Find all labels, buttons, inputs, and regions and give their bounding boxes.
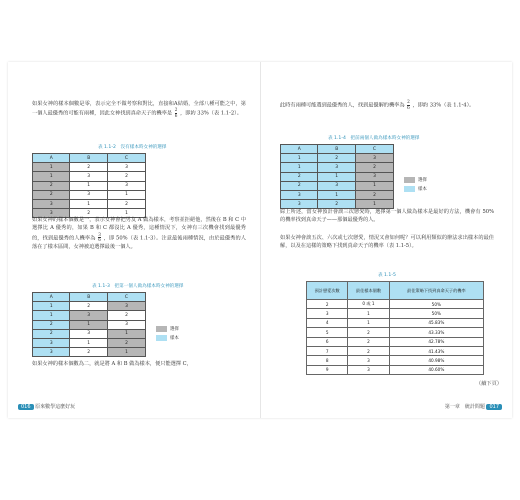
legend-swatch-selected [156, 326, 167, 332]
table-header-cell: 最佳策略下找到真命天子的機率 [389, 282, 483, 300]
table-row [33, 320, 146, 329]
table-cell: 40.60% [389, 365, 483, 374]
legend-item-sample [404, 184, 427, 193]
table-cell: 1 [281, 154, 318, 163]
table-header-row [33, 293, 146, 302]
table-row [281, 190, 394, 199]
legend-swatch-sample [156, 335, 167, 341]
legend-item-selected [156, 324, 179, 333]
table-row [307, 337, 484, 346]
table-cell: 1 [70, 181, 107, 190]
book-title: 原來數學這麼好玩 [35, 404, 76, 410]
table-cell: 1 [355, 181, 393, 190]
table-row [33, 163, 146, 172]
left-para-2 [32, 216, 246, 251]
table-header-cell: A [33, 293, 70, 302]
table-cell: 3 [107, 163, 145, 172]
table-row [281, 154, 394, 163]
table-cell: 7 [307, 346, 348, 355]
table-cell: 4 [307, 318, 348, 327]
table-row [33, 172, 146, 181]
left-folio [18, 403, 75, 410]
legend-swatch-selected [404, 177, 415, 183]
table-cell: 3 [355, 172, 393, 181]
table-cell: 3 [281, 200, 318, 209]
table-optimal-sample [306, 281, 484, 375]
table-cell: 3 [107, 302, 145, 311]
table-cell: 50% [389, 300, 483, 309]
table-row [307, 318, 484, 327]
fraction [98, 233, 101, 243]
continued-note: （續下頁） [476, 381, 502, 387]
table-header-cell: 預計戀愛次數 [307, 282, 348, 300]
fraction-numerator: 2 [407, 99, 410, 104]
table-cell: 0 或 1 [348, 300, 389, 309]
fraction-denominator: 6 [98, 237, 101, 243]
left-page [12, 62, 254, 418]
fraction [407, 100, 410, 110]
table-cell: 2 [107, 172, 145, 181]
table-cell: 3 [70, 311, 107, 320]
table-header-cell: C [355, 145, 393, 154]
legend [156, 324, 179, 342]
table-cell: 3 [33, 209, 70, 218]
table-header-cell: 最佳樣本個數 [348, 282, 389, 300]
left-para-1 [32, 100, 246, 119]
table-cell: 2 [355, 163, 393, 172]
table-cell: 2 [107, 311, 145, 320]
table-row [307, 356, 484, 365]
fraction [175, 108, 178, 118]
right-page [266, 62, 508, 418]
legend-label-sample: 樣本 [418, 186, 427, 192]
table-cell: 1 [107, 348, 145, 357]
table-cell: 2 [348, 328, 389, 337]
table-cell: 2 [281, 181, 318, 190]
table-header-row [33, 154, 146, 163]
table-cell: 1 [348, 318, 389, 327]
table-cell: 3 [70, 329, 107, 338]
right-para-2: 綜上所述，當女神預計會談三次戀愛時，選擇第一個人做為樣本是最好的方法，機會有 50% 的機率找到真命天子——那個最優秀的人。 [280, 209, 494, 224]
right-para-1-text: 此時有兩種可能選到最優秀的人，找到最優解的機率為 [280, 102, 405, 109]
page-number-left: 016 [18, 404, 34, 410]
table-cell: 2 [33, 320, 70, 329]
table-cell: 2 [70, 209, 107, 218]
chapter-title: 第一章 統計問題 [444, 404, 485, 410]
table-cell: 3 [33, 348, 70, 357]
table-cell: 3 [107, 181, 145, 190]
table-row [33, 311, 146, 320]
table-caption-4: 表 1.1-5 [378, 273, 396, 278]
table-caption-2: 表 1.1-3 把第一個人做為樣本時女神的選擇 [92, 284, 184, 289]
legend-label-sample: 樣本 [170, 335, 179, 341]
left-para-2-end: ，即 50%（表 1.1-3）。注意最後兩種情況，由於最優秀的人落在了樣本區間，女神被迫選擇最後一個人。 [32, 235, 246, 250]
table-two-samples [280, 144, 394, 209]
table-cell: 1 [281, 163, 318, 172]
table-cell: 2 [70, 163, 107, 172]
legend-swatch-sample [404, 186, 415, 192]
table-header-cell: A [33, 154, 70, 163]
legend-item-sample [156, 333, 179, 342]
table-row [281, 181, 394, 190]
table-cell: 1 [355, 200, 393, 209]
table-cell: 1 [70, 199, 107, 208]
table-header-cell: C [107, 293, 145, 302]
table-cell: 1 [33, 163, 70, 172]
fraction-denominator: 6 [174, 113, 178, 118]
table-header-cell: A [281, 145, 318, 154]
legend-item-selected [404, 175, 427, 184]
table-row [307, 346, 484, 355]
table-cell: 2 [307, 300, 348, 309]
right-para-1 [280, 100, 494, 110]
table-cell: 2 [355, 190, 393, 199]
table-cell: 1 [33, 311, 70, 320]
left-para-3: 如果女神的樣本個數為二，就是將 A 和 B 做為樣本，便只能選擇 C， [32, 361, 192, 367]
table-row [307, 365, 484, 374]
table-cell: 3 [318, 181, 355, 190]
table-row [33, 329, 146, 338]
table-cell: 42.78% [389, 337, 483, 346]
table-cell: 2 [348, 337, 389, 346]
table-cell: 1 [348, 309, 389, 318]
legend-label-selected: 選擇 [170, 326, 179, 332]
table-cell: 1 [318, 172, 355, 181]
table-cell: 3 [107, 320, 145, 329]
table-cell: 2 [107, 199, 145, 208]
table-cell: 2 [318, 200, 355, 209]
table-cell: 45.83% [389, 318, 483, 327]
table-cell: 1 [70, 320, 107, 329]
table-cell: 6 [307, 337, 348, 346]
table-cell: 9 [307, 365, 348, 374]
table-cell: 5 [307, 328, 348, 337]
table-row [281, 172, 394, 181]
table-cell: 2 [281, 172, 318, 181]
legend-label-selected: 選擇 [418, 177, 427, 183]
table-cell: 3 [70, 190, 107, 199]
table-row [33, 338, 146, 347]
table-cell: 1 [107, 329, 145, 338]
table-cell: 3 [33, 199, 70, 208]
table-cell: 3 [70, 172, 107, 181]
table-caption-3: 表 1.1-4 把前兩個人做為樣本時女神的選擇 [328, 136, 420, 141]
table-row [307, 300, 484, 309]
table-cell: 2 [33, 190, 70, 199]
table-cell: 1 [107, 209, 145, 218]
table-cell: 43.33% [389, 328, 483, 337]
table-cell: 41.43% [389, 346, 483, 355]
table-caption-1: 表 1.1-2 沒有樣本時女神的選擇 [98, 145, 167, 150]
left-para-1-text: 如果女神的樣本個數是零，表示完全不做考察和對比，直接和A結婚，全部八種可能之中，第一個人最優秀的可能有兩種，因此女神找到真命天子的機率是 [32, 101, 246, 117]
table-cell: 3 [348, 365, 389, 374]
table-cell: 2 [70, 302, 107, 311]
table-cell: 2 [318, 154, 355, 163]
right-para-3: 如果女神會談五次、六次或七次戀愛，情況又會如何呢？可以利用類似的辦法求出樣本的最佳解，以及在這樣的策略下找到真命天子的機率（表 1.1-5）。 [280, 235, 494, 250]
table-cell: 50% [389, 309, 483, 318]
table-no-sample [32, 153, 146, 218]
table-cell: 2 [107, 338, 145, 347]
table-row [281, 163, 394, 172]
table-cell: 3 [281, 190, 318, 199]
table-cell: 1 [318, 190, 355, 199]
table-cell: 1 [70, 338, 107, 347]
table-cell: 3 [33, 338, 70, 347]
table-cell: 3 [318, 163, 355, 172]
fraction-numerator: 3 [98, 231, 101, 237]
right-folio [445, 403, 502, 410]
table-header-row [281, 145, 394, 154]
gutter [260, 62, 261, 418]
table-cell: 2 [70, 348, 107, 357]
table-cell: 40.98% [389, 356, 483, 365]
right-para-1-end: ，即約 33%（表 1.1-4）。 [412, 102, 475, 109]
table-cell: 8 [307, 356, 348, 365]
table-header-cell: C [107, 154, 145, 163]
table-cell: 3 [348, 356, 389, 365]
table-cell: 3 [355, 154, 393, 163]
table-header-cell: B [70, 154, 107, 163]
table-cell: 3 [307, 309, 348, 318]
table-header-cell: B [318, 145, 355, 154]
fraction-numerator: 2 [174, 107, 178, 113]
table-header-row [307, 282, 484, 300]
table-one-sample [32, 292, 146, 357]
fraction-denominator: 6 [407, 104, 410, 110]
table-row [33, 348, 146, 357]
table-row [33, 199, 146, 208]
table-cell: 1 [107, 190, 145, 199]
table-row [307, 328, 484, 337]
left-para-1-end: ，即約 33%（表 1.1-2）。 [180, 111, 242, 117]
legend-right [404, 175, 427, 193]
table-cell: 2 [33, 329, 70, 338]
table-cell: 2 [348, 346, 389, 355]
table-row [33, 190, 146, 199]
table-header-cell: B [70, 293, 107, 302]
table-cell: 2 [33, 181, 70, 190]
table-cell: 1 [33, 172, 70, 181]
table-row [307, 309, 484, 318]
page-number-right: 017 [486, 404, 502, 410]
book-spread [8, 62, 512, 418]
table-row [33, 181, 146, 190]
table-cell: 1 [33, 302, 70, 311]
table-row [33, 302, 146, 311]
left-para-2-text: 如果女神的樣本個數是一，表示女神會把男友 A 做為樣本，考察並拒絕他，然後在 B 和 C 中選擇比 A 優秀的，如果 B 和 C 都沒比 A 優秀，這種情況下，女神有三次機會找到最優秀的，找到最優秀的人機率為 [32, 217, 246, 242]
